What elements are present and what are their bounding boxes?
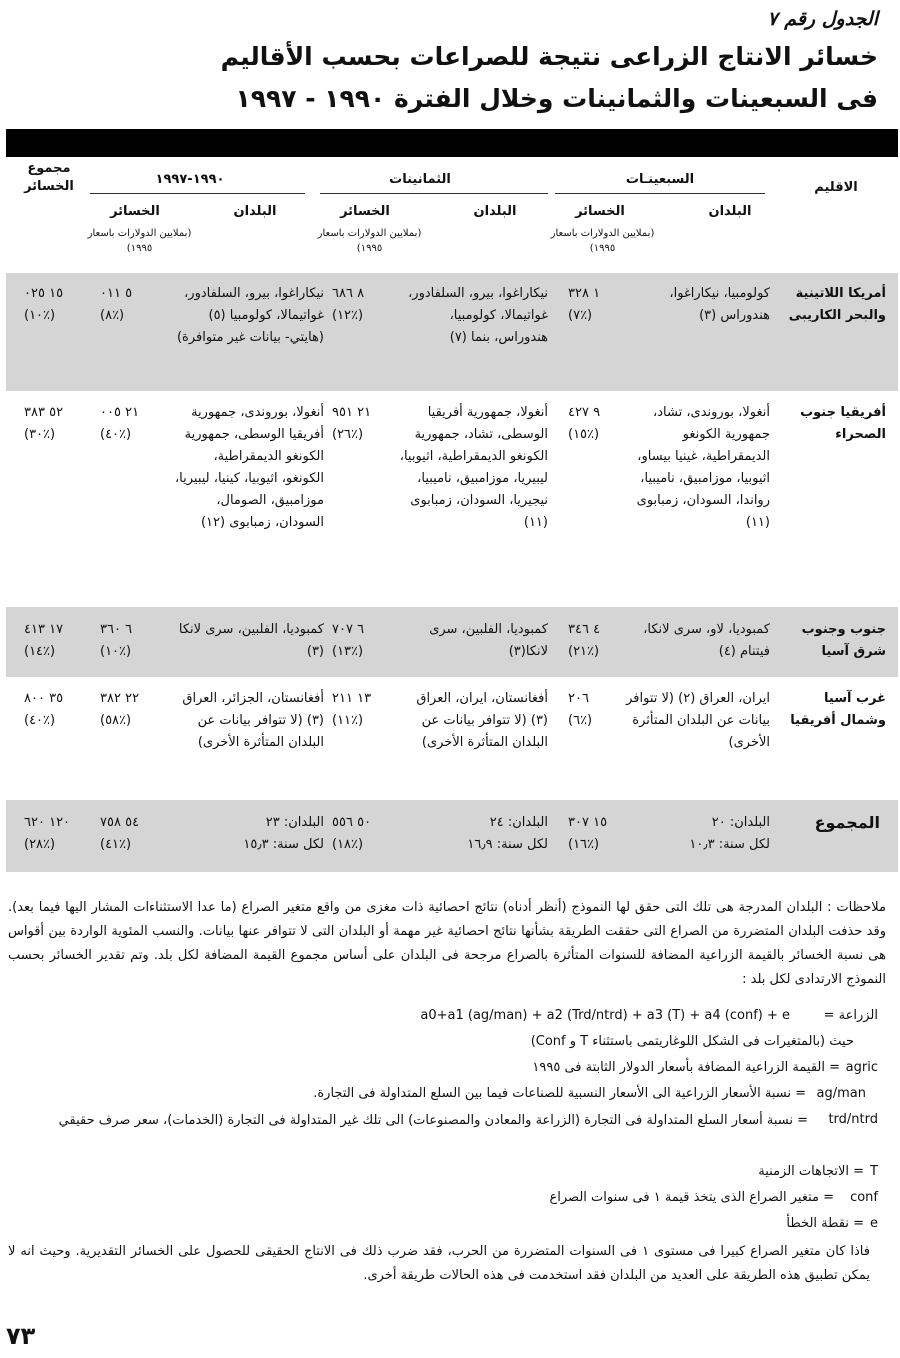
- countries-80-cell: البلدان: ٢٤ لكل سنة: ١٦٫٩: [467, 815, 548, 852]
- total-cell: ١٢٠ ٦٢٠ (٢٨٪): [24, 815, 71, 852]
- def-text: = القيمة الزراعية المضافة بأسعار الدولار الثابتة فى ١٩٩٥: [532, 1060, 840, 1075]
- countries-80-cell: أنغولا، جمهورية أفريقيا الوسطى، تشاد، جمهورية الكونغو الديمقراطية، اثيوبيا، ليبيريا، موزامبيق، ناميبيا، نيجيريا، السودان، زمبابوى (١١): [399, 405, 548, 530]
- def-symbol: conf: [850, 1190, 878, 1205]
- losses-90-cell: ٥ ٠١١ (٨٪): [100, 286, 133, 323]
- def-symbol: ag/man: [816, 1086, 866, 1101]
- def-symbol: agric: [845, 1060, 878, 1075]
- page-title-line2: فى السبعينات والثمانينات وخلال الفترة ١٩٩٠ - ١٩٩٧: [235, 84, 878, 113]
- eighties-divider: [320, 193, 548, 194]
- table-caption: الجدول رقم ٧: [767, 8, 878, 30]
- final-note: فاذا كان متغير الصراع كبيرا فى مستوى ١ فى السنوات المتضررة من الحرب، فقد ضرب ذلك فى الانتاج الحقيقى للحصول على الخسائر التقديرية. وحيث انه لا يمكن تطبيق هذه الطريقة على العديد من البلدان فقد استخدمت فى هذه الحالات طريقة أخرى.: [8, 1244, 870, 1283]
- total-cell: ٣٥ ٨٠٠ (٤٠٪): [24, 691, 64, 728]
- losses-70-cell: ٩ ٤٢٧ (١٥٪): [568, 405, 601, 442]
- losses-80-cell: ٨ ٦٨٦ (١٢٪): [332, 286, 365, 323]
- region-cell-total: المجموع: [814, 813, 880, 832]
- header-countries-70: البلدان: [708, 204, 752, 219]
- countries-80-cell: نيكاراغوا، بيرو، السلفادور، غواتيمالا، كولومبيا، هندوراس، بنما (٧): [408, 286, 548, 345]
- countries-90-cell: كمبوديا، الفلبين، سرى لانكا (٣): [178, 622, 324, 659]
- losses-90-cell: ٢٢ ٣٨٢ (٥٨٪): [100, 691, 140, 728]
- log-note: حيث (بالمتغيرات فى الشكل اللوغاريتمى باستثناء T و Conf): [530, 1034, 854, 1049]
- countries-90-cell: البلدان: ٢٣ لكل سنة: ١٥٫٣: [243, 815, 324, 852]
- period-divider: [90, 193, 305, 194]
- header-period: ١٩٩٠-١٩٩٧: [155, 172, 225, 187]
- def-text: = متغير الصراع الذى يتخذ قيمة ١ فى سنوات الصراع: [549, 1190, 834, 1205]
- def-symbol: T: [870, 1164, 878, 1179]
- header-countries-80: البلدان: [473, 204, 517, 219]
- def-text: = نقطة الخطأ: [786, 1216, 864, 1231]
- region-cell: غرب آسيا وشمال أفريقيا: [790, 691, 886, 728]
- countries-70-cell: البلدان: ٢٠ لكل سنة: ١٠٫٣: [689, 815, 770, 852]
- header-countries-90: البلدان: [233, 204, 277, 219]
- losses-70-cell: ٤ ٣٤٦ (٢١٪): [568, 622, 601, 659]
- losses-80-cell: ٥٠ ٥٥٦ (١٨٪): [332, 815, 372, 852]
- header-losses-90: الخسائر: [110, 204, 160, 219]
- def-text: = الاتجاهات الزمنية: [758, 1164, 864, 1179]
- header-losses-note-90: (بملايين الدولارات باسعار ١٩٩٥): [87, 228, 192, 254]
- region-cell: جنوب وجنوب شرق آسيا: [801, 622, 886, 659]
- countries-70-cell: كولومبيا، نيكاراغوا، هندوراس (٣): [669, 286, 770, 323]
- countries-70-cell: كمبوديا، لاو، سرى لانكا، فيتنام (٤): [643, 622, 770, 659]
- header-losses-70: الخسائر: [575, 204, 625, 219]
- total-cell: ١٥ ٠٢٥ (١٠٪): [24, 286, 64, 323]
- def-text: = نسبة أسعار السلع المتداولة فى التجارة (الزراعة والمعادن والمصنوعات) الى تلك غير المتداولة فى التجارة (الخدمات)، سعر صرف حقيقي: [58, 1113, 808, 1128]
- countries-80-cell: كمبوديا، الفلبين، سرى لانكا(٣): [429, 622, 548, 659]
- formula: a0+a1 (ag/man) + a2 (Trd/ntrd) + a3 (T) + a4 (conf) + e: [420, 1008, 790, 1023]
- losses-80-cell: ١٣ ٢١١ (١١٪): [332, 691, 372, 728]
- def-text: = نسبة الأسعار الزراعية الى الأسعار النسبية للصناعات فيما بين السلع المتداولة فى التجارة.: [313, 1086, 806, 1101]
- header-eighties: الثمانينات: [389, 172, 451, 187]
- countries-80-cell: أفغانستان، ايران، العراق (٣) (لا تتوافر بيانات عن البلدان المتأثرة الأخرى): [416, 691, 548, 750]
- losses-90-cell: ٢١ ٠٠٥ (٤٠٪): [100, 405, 140, 442]
- countries-70-cell: ايران، العراق (٢) (لا تتوافر بيانات عن البلدان المتأثرة الأخرى): [626, 691, 770, 750]
- page-number: ٧٣: [6, 1322, 36, 1350]
- countries-90-cell: أفغانستان، الجزائر، العراق (٣) (لا تتوافر بيانات عن البلدان المتأثرة الأخرى): [182, 691, 324, 750]
- header-losses-note-70: (بملايين الدولارات باسعار ١٩٩٥): [550, 228, 655, 254]
- def-symbol: trd/ntrd: [828, 1112, 878, 1127]
- header-region: الاقليم: [814, 180, 858, 195]
- region-cell: أمريكا اللاتينية والبحر الكاريبى: [788, 286, 886, 323]
- seventies-divider: [555, 193, 765, 194]
- countries-90-cell: أنغولا، بوروندى، جمهورية أفريقيا الوسطى، جمهورية الكونغو الديمقراطية، الكونغو، اثيوبيا، كينيا، ليبيريا، موزامبيق، الصومال، السودان، زمبابوى (١٢): [174, 405, 324, 530]
- losses-70-cell: ٢٠٦ (٦٪): [568, 691, 593, 728]
- countries-70-cell: أنغولا، بوروندى، تشاد، جمهورية الكونغو الديمقراطية، غينيا بيساو، اثيوبيا، موزامبيق، ناميبيا، رواندا، السودان، زمبابوى (١١): [636, 405, 770, 530]
- formula-label: الزراعة =: [823, 1008, 878, 1023]
- header-losses-80: الخسائر: [340, 204, 390, 219]
- page-title-line1: خسائر الانتاج الزراعى نتيجة للصراعات بحسب الأقاليم: [220, 42, 878, 71]
- header-losses-note-80: (بملايين الدولارات باسعار ١٩٩٥): [317, 228, 422, 254]
- losses-70-cell: ١٥ ٣٠٧ (١٦٪): [568, 815, 608, 852]
- losses-90-cell: ٥٤ ٧٥٨ (٤١٪): [100, 815, 140, 852]
- total-cell: ٥٢ ٣٨٣ (٣٠٪): [24, 405, 64, 442]
- losses-80-cell: ٢١ ٩٥١ (٢٦٪): [332, 405, 372, 442]
- region-cell: أفريقيا جنوب الصحراء: [800, 405, 886, 442]
- losses-80-cell: ٦ ٧٠٧ (١٣٪): [332, 622, 365, 659]
- losses-90-cell: ٦ ٣٦٠ (١٠٪): [100, 622, 133, 659]
- losses-70-cell: ١ ٣٢٨ (٧٪): [568, 286, 601, 323]
- table-top-bar: [6, 129, 898, 157]
- total-cell: ١٧ ٤١٣ (١٤٪): [24, 622, 64, 659]
- countries-90-cell: نيكاراغوا، بيرو، السلفادور، غواتيمالا، كولومبيا (٥) (هايتي- بيانات غير متوافرة): [176, 286, 324, 345]
- notes-paragraph: ملاحظات : البلدان المدرجة هى تلك التى حقق لها النموذج (أنظر أدناه) نتائج احصائية ذات مغزى من واقع متغير الصراع (ما عدا الاستثناءات المشار اليها فيما بعد). وقد حذفت البلدان المتضررة من الصراع التى حققت الطريقة بشأنها نتائج احصائية غير مهمة أو البلدان التى لا تتوافر عنها بيانات. والنسب المئوية الواردة بين أقواس هى نسبة الخسائر بالقيمة الزراعية المضافة للسنوات المتأثرة بالصراع مرجحة فى البلدان على أساس مجموع القيمة المضافة لكل بلد. وتم تقدير الخسائر بحسب النموذج الارتدادى لكل بلد :: [8, 900, 886, 987]
- header-total: مجموع الخسائر: [24, 161, 74, 194]
- def-symbol: e: [870, 1216, 878, 1231]
- header-seventies: السبعينـات: [625, 172, 695, 187]
